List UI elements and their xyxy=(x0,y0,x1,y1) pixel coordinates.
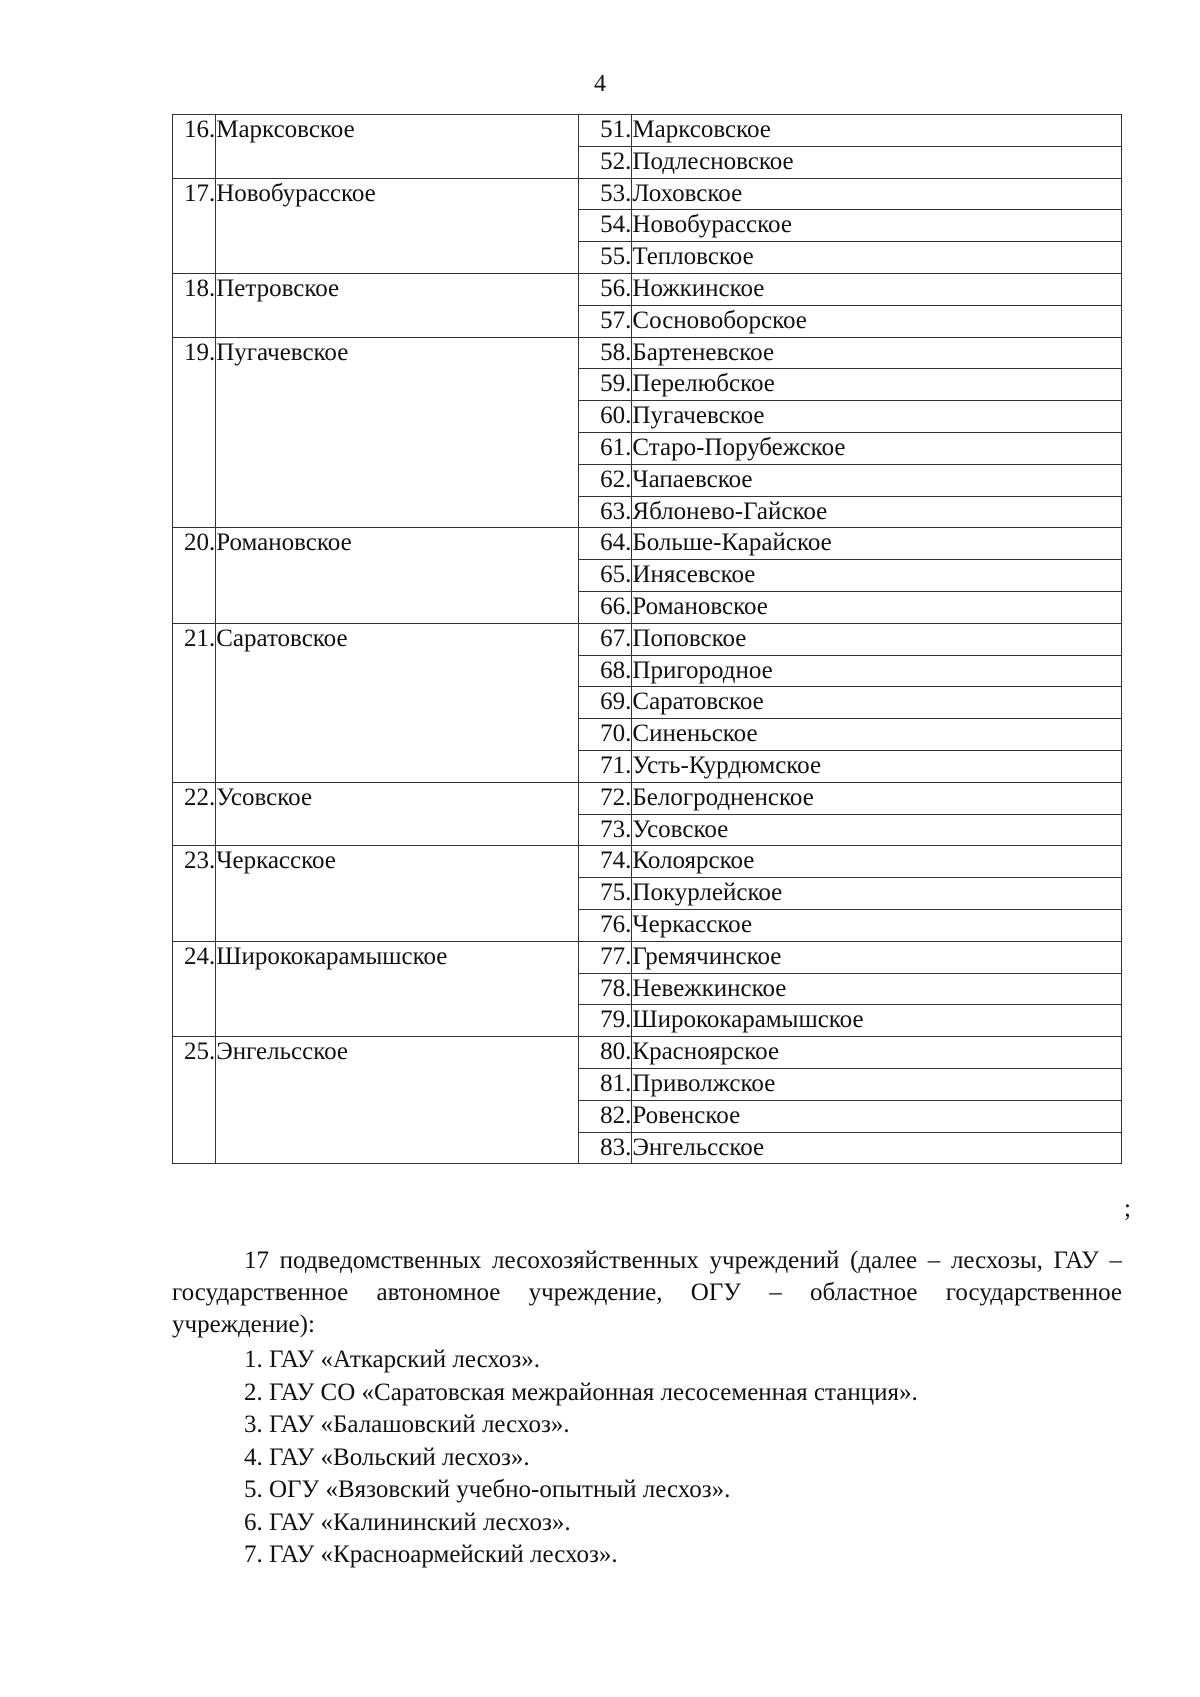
table-row xyxy=(173,337,1122,369)
table-row xyxy=(173,115,1122,147)
subdistrict-number: 67. xyxy=(579,623,632,655)
subdistrict-number: 51. xyxy=(579,115,632,147)
subdistrict-number: 59. xyxy=(579,369,632,401)
district-name: Черкасское xyxy=(216,846,579,941)
subdistrict-number: 81. xyxy=(579,1068,632,1100)
table-trailing-punctuation: ; xyxy=(1124,1195,1131,1222)
subdistrict-number: 70. xyxy=(579,719,632,751)
table-row xyxy=(173,623,1122,655)
district-number: 20. xyxy=(173,528,216,623)
forestry-table xyxy=(172,114,1122,1164)
subdistrict-number: 73. xyxy=(579,814,632,846)
district-number: 16. xyxy=(173,115,216,179)
district-name: Энгельсское xyxy=(216,1037,579,1164)
table-row xyxy=(173,273,1122,305)
subdistrict-name: Яблонево-Гайское xyxy=(632,496,1122,528)
district-name: Саратовское xyxy=(216,623,579,782)
list-item: 4. ГАУ «Вольский лесхоз». xyxy=(244,1443,530,1471)
subdistrict-number: 75. xyxy=(579,878,632,910)
subdistrict-number: 72. xyxy=(579,782,632,814)
subdistrict-name: Усовское xyxy=(632,814,1122,846)
subdistrict-number: 78. xyxy=(579,973,632,1005)
subdistrict-name: Лоховское xyxy=(632,178,1122,210)
list-item: 2. ГАУ СО «Саратовская межрайонная лесосеменная станция». xyxy=(244,1378,918,1406)
subdistrict-name: Пугачевское xyxy=(632,401,1122,433)
district-number: 17. xyxy=(173,178,216,273)
subdistrict-name: Тепловское xyxy=(632,242,1122,274)
subdistrict-number: 71. xyxy=(579,750,632,782)
list-item: 3. ГАУ «Балашовский лесхоз». xyxy=(244,1411,570,1438)
subdistrict-name: Саратовское xyxy=(632,687,1122,719)
subdistrict-number: 68. xyxy=(579,655,632,687)
subdistrict-number: 56. xyxy=(579,273,632,305)
subdistrict-name: Синеньское xyxy=(632,719,1122,751)
subdistrict-name: Ширококарамышское xyxy=(632,1005,1122,1037)
subdistrict-number: 66. xyxy=(579,591,632,623)
subdistrict-number: 53. xyxy=(579,178,632,210)
forestry-table-body xyxy=(173,115,1122,1164)
district-number: 18. xyxy=(173,273,216,337)
subdistrict-name: Подлесновское xyxy=(632,146,1122,178)
subdistrict-name: Перелюбское xyxy=(632,369,1122,401)
subdistrict-name: Усть-Курдюмское xyxy=(632,750,1122,782)
subdistrict-name: Сосновоборское xyxy=(632,305,1122,337)
subdistrict-name: Пригородное xyxy=(632,655,1122,687)
district-name: Романовское xyxy=(216,528,579,623)
subdistrict-name: Бартеневское xyxy=(632,337,1122,369)
subdistrict-name: Невежкинское xyxy=(632,973,1122,1005)
subdistrict-number: 74. xyxy=(579,846,632,878)
subdistrict-name: Энгельсское xyxy=(632,1132,1122,1164)
subdistrict-number: 80. xyxy=(579,1037,632,1069)
table-row xyxy=(173,846,1122,878)
list-item: 7. ГАУ «Красноармейский лесхоз». xyxy=(244,1541,618,1568)
intro-paragraph: 17 подведомственных лесохозяйственных учреждений (далее – лесхозы, ГАУ – государственное автономное учреждение, ОГУ – областное государственное учреждение): xyxy=(172,1247,1122,1338)
district-name: Петровское xyxy=(216,273,579,337)
district-name: Ширококарамышское xyxy=(216,941,579,1036)
list-item: 6. ГАУ «Калининский лесхоз». xyxy=(244,1508,571,1536)
subdistrict-number: 76. xyxy=(579,909,632,941)
subdistrict-number: 65. xyxy=(579,560,632,592)
district-number: 25. xyxy=(173,1037,216,1164)
district-name: Усовское xyxy=(216,782,579,846)
subdistrict-name: Покурлейское xyxy=(632,878,1122,910)
list-item: 5. ОГУ «Вязовский учебно-опытный лесхоз». xyxy=(244,1476,731,1503)
subdistrict-number: 69. xyxy=(579,687,632,719)
subdistrict-name: Приволжское xyxy=(632,1068,1122,1100)
subdistrict-name: Новобурасское xyxy=(632,210,1122,242)
institution-list xyxy=(244,1344,918,1572)
subdistrict-name: Старо-Порубежское xyxy=(632,432,1122,464)
subdistrict-number: 77. xyxy=(579,941,632,973)
district-number: 22. xyxy=(173,782,216,846)
district-number: 24. xyxy=(173,941,216,1036)
subdistrict-number: 62. xyxy=(579,464,632,496)
list-item: 1. ГАУ «Аткарский лесхоз». xyxy=(244,1346,541,1373)
subdistrict-name: Поповское xyxy=(632,623,1122,655)
district-number: 23. xyxy=(173,846,216,941)
subdistrict-number: 60. xyxy=(579,401,632,433)
subdistrict-name: Колоярское xyxy=(632,846,1122,878)
subdistrict-number: 61. xyxy=(579,432,632,464)
table-row xyxy=(173,178,1122,210)
subdistrict-number: 82. xyxy=(579,1100,632,1132)
subdistrict-name: Белогродненское xyxy=(632,782,1122,814)
subdistrict-name: Романовское xyxy=(632,591,1122,623)
subdistrict-number: 63. xyxy=(579,496,632,528)
table-row xyxy=(173,941,1122,973)
subdistrict-number: 52. xyxy=(579,146,632,178)
subdistrict-name: Больше-Карайское xyxy=(632,528,1122,560)
subdistrict-number: 54. xyxy=(579,210,632,242)
district-name: Новобурасское xyxy=(216,178,579,273)
district-number: 19. xyxy=(173,337,216,528)
district-name: Пугачевское xyxy=(216,337,579,528)
subdistrict-name: Гремячинское xyxy=(632,941,1122,973)
table-row xyxy=(173,1037,1122,1069)
subdistrict-number: 83. xyxy=(579,1132,632,1164)
subdistrict-name: Марксовское xyxy=(632,115,1122,147)
table-row xyxy=(173,528,1122,560)
subdistrict-name: Красноярское xyxy=(632,1037,1122,1069)
subdistrict-number: 58. xyxy=(579,337,632,369)
table-row xyxy=(173,782,1122,814)
subdistrict-number: 57. xyxy=(579,305,632,337)
subdistrict-name: Чапаевское xyxy=(632,464,1122,496)
subdistrict-name: Инясевское xyxy=(632,560,1122,592)
subdistrict-number: 64. xyxy=(579,528,632,560)
subdistrict-number: 55. xyxy=(579,242,632,274)
page-number: 4 xyxy=(594,71,606,97)
subdistrict-number: 79. xyxy=(579,1005,632,1037)
subdistrict-name: Ровенское xyxy=(632,1100,1122,1132)
subdistrict-name: Ножкинское xyxy=(632,273,1122,305)
subdistrict-name: Черкасское xyxy=(632,909,1122,941)
district-number: 21. xyxy=(173,623,216,782)
district-name: Марксовское xyxy=(216,115,579,179)
